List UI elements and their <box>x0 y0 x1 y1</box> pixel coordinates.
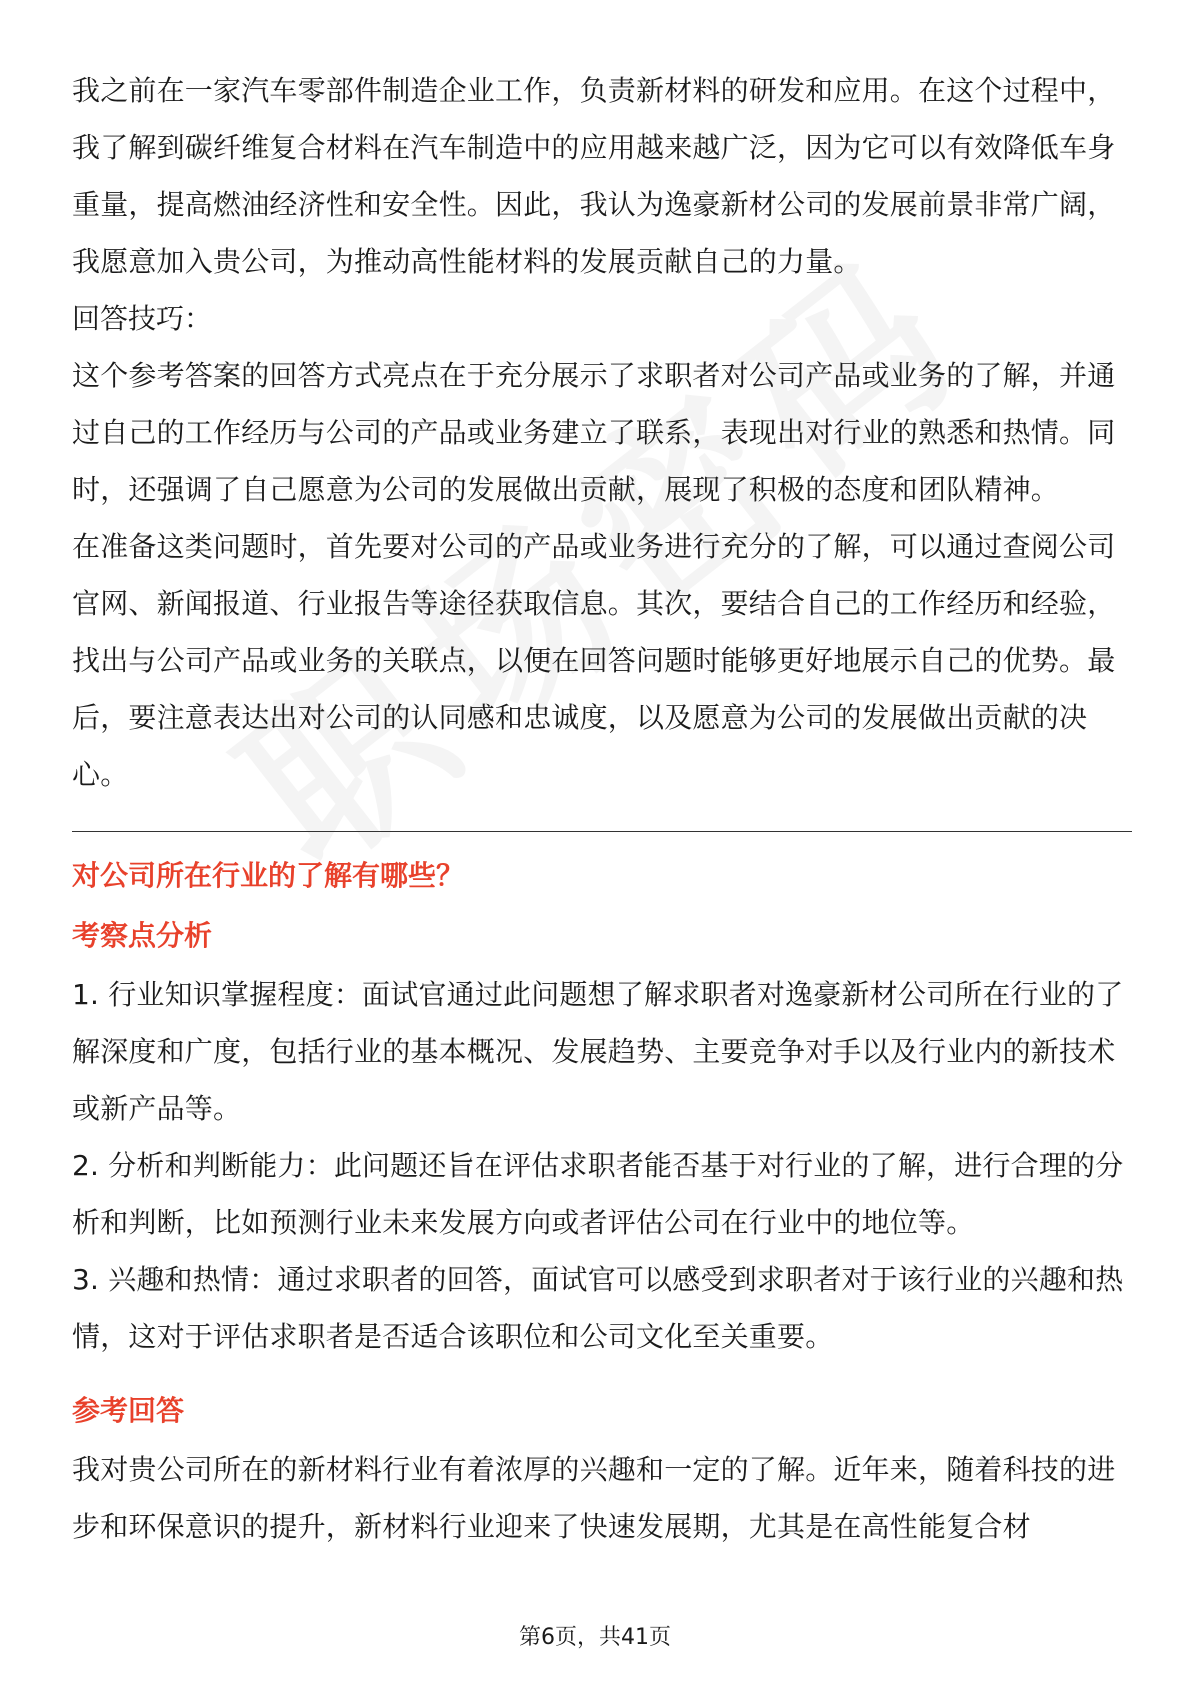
section-divider <box>72 831 1132 832</box>
tips-paragraph: 在准备这类问题时，首先要对公司的产品或业务进行充分的了解，可以通过查阅公司官网、新闻报道、行业报告等途径获取信息。其次，要结合自己的工作经历和经验，找出与公司产品或业务的关联点，以便在回答问题时能够更好地展示自己的优势。最后，要注意表达出对公司的认同感和忠诚度，以及愿意为公司的发展做出贡献的决心。 <box>72 530 1116 791</box>
page-number: 第6页，共41页 <box>519 1625 671 1650</box>
document-page <box>72 62 1132 1555</box>
analysis-point: 3. 兴趣和热情：通过求职者的回答，面试官可以感受到求职者对于该行业的兴趣和热情，这对于评估求职者是否适合该职位和公司文化至关重要。 <box>72 1263 1124 1353</box>
tips-paragraph: 这个参考答案的回答方式亮点在于充分展示了求职者对公司产品或业务的了解，并通过自己的工作经历与公司的产品或业务建立了联系，表现出对行业的熟悉和热情。同时，还强调了自己愿意为公司的发展做出贡献，展现了积极的态度和团队精神。 <box>72 359 1116 506</box>
analysis-point: 2. 分析和判断能力：此问题还旨在评估求职者能否基于对行业的了解，进行合理的分析和判断，比如预测行业未来发展方向或者评估公司在行业中的地位等。 <box>72 1149 1124 1239</box>
answer-paragraph: 我对贵公司所在的新材料行业有着浓厚的兴趣和一定的了解。近年来，随着科技的进步和环保意识的提升，新材料行业迎来了快速发展期，尤其是在高性能复合材 <box>72 1453 1116 1543</box>
analysis-heading: 考察点分析 <box>72 919 213 952</box>
tips-label: 回答技巧： <box>72 302 213 335</box>
intro-paragraph: 我之前在一家汽车零部件制造企业工作，负责新材料的研发和应用。在这个过程中，我了解到碳纤维复合材料在汽车制造中的应用越来越广泛，因为它可以有效降低车身重量，提高燃油经济性和安全性。因此，我认为逸豪新材公司的发展前景非常广阔，我愿意加入贵公司，为推动高性能材料的发展贡献自己的力量。 <box>72 74 1116 278</box>
question-title: 对公司所在行业的了解有哪些？ <box>72 859 465 892</box>
answer-heading: 参考回答 <box>72 1394 185 1427</box>
analysis-point: 1. 行业知识掌握程度：面试官通过此问题想了解求职者对逸豪新材公司所在行业的了解深度和广度，包括行业的基本概况、发展趋势、主要竞争对手以及行业内的新技术或新产品等。 <box>72 978 1124 1125</box>
